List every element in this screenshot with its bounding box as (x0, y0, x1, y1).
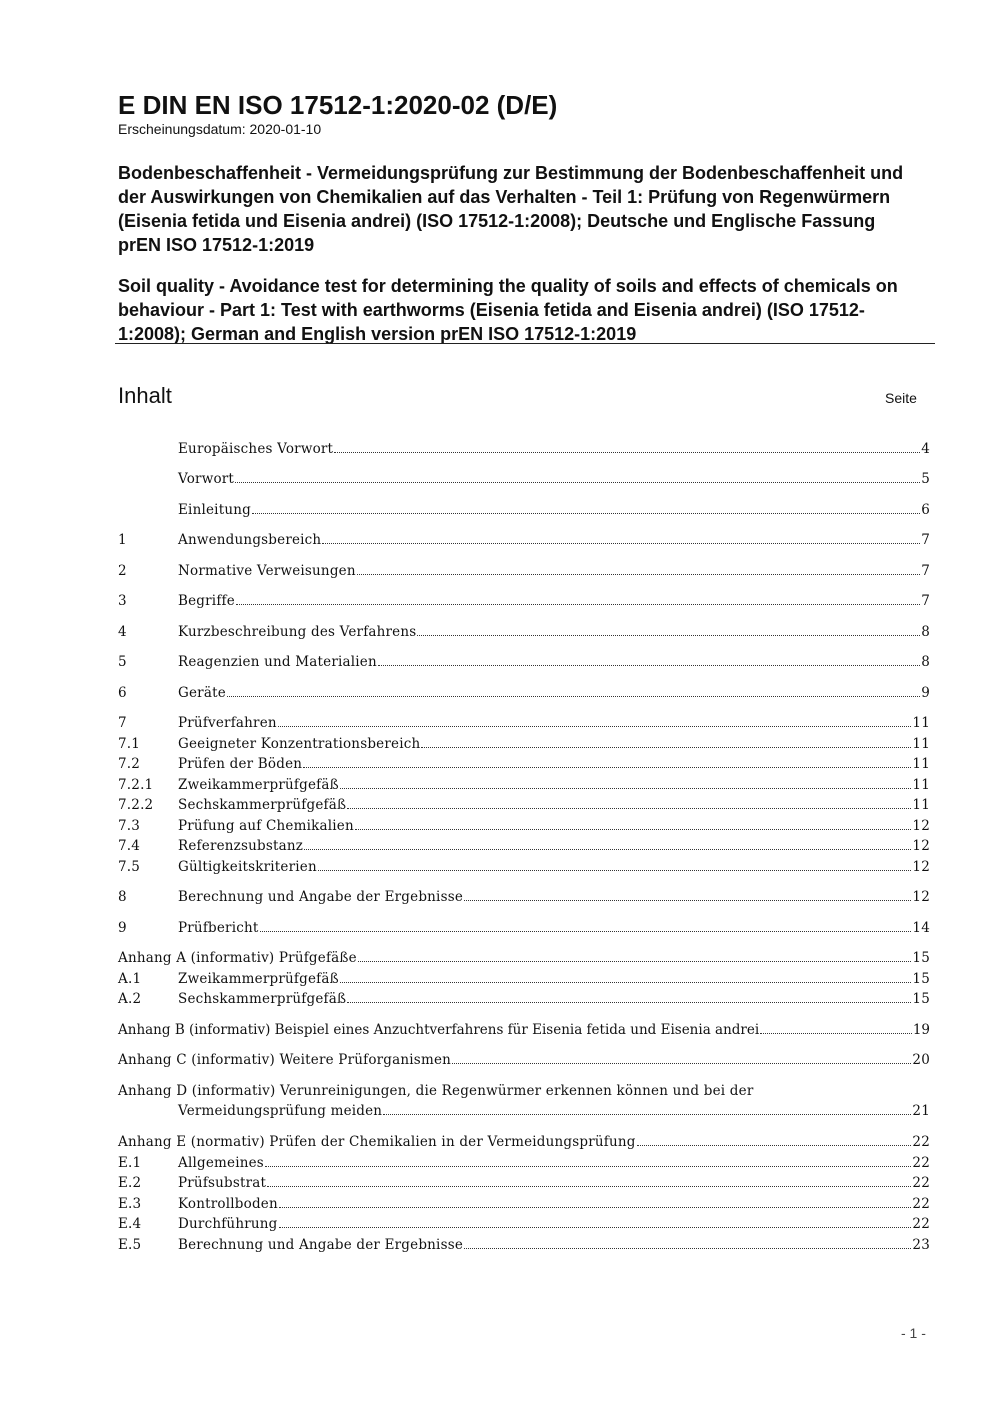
toc-title: Zweikammerprüfgefäß (178, 971, 339, 987)
toc-title: Zweikammerprüfgefäß (178, 777, 339, 793)
page-number-footer: - 1 - (901, 1325, 926, 1341)
toc-number: 7.2.1 (118, 777, 154, 793)
toc-page-number: 12 (912, 838, 930, 854)
toc-entry[interactable] (118, 991, 930, 1011)
toc-title: Begriffe (178, 593, 235, 609)
toc-number: E.2 (118, 1175, 142, 1191)
toc-title: Vorwort (178, 471, 235, 487)
toc-title: Prüfverfahren (178, 715, 277, 731)
toc-title: Sechskammerprüfgefäß (178, 797, 347, 813)
toc-entry[interactable] (118, 1052, 930, 1072)
toc-entry[interactable] (118, 838, 930, 858)
toc-entry[interactable] (118, 1022, 930, 1042)
toc-page-number: 7 (921, 563, 930, 579)
toc-entry[interactable] (118, 502, 930, 522)
toc-entry[interactable] (118, 1175, 930, 1195)
toc-page-number: 22 (912, 1196, 930, 1212)
toc-entry[interactable] (118, 654, 930, 674)
toc-entry[interactable] (118, 1083, 930, 1103)
toc-entry[interactable] (118, 971, 930, 991)
toc-title: Geeigneter Konzentrationsbereich (178, 736, 421, 752)
toc-page-number: 14 (912, 920, 930, 936)
toc-number: 7.4 (118, 838, 141, 854)
toc-number: 5 (118, 654, 127, 670)
toc-number: E.1 (118, 1155, 142, 1171)
toc-leader (347, 1002, 911, 1003)
toc-number: 6 (118, 685, 127, 701)
toc-entry[interactable] (118, 756, 930, 776)
toc-leader (303, 767, 911, 768)
toc-page-number: 7 (921, 532, 930, 548)
toc-entry[interactable] (118, 685, 930, 705)
title-english: Soil quality - Avoidance test for determining the quality of soils and effects of chemicals on behaviour - Part 1: Test with earthworms (Eisenia fetida and Eisenia andrei) (ISO 17512-1:2008); German and English version prEN ISO 17512-1:2019 (118, 276, 898, 344)
toc-leader (760, 1033, 912, 1034)
toc-entry[interactable] (118, 471, 930, 491)
toc-entry[interactable] (118, 563, 930, 583)
toc-page-number: 11 (912, 777, 930, 793)
toc-title: Prüfsubstrat (178, 1175, 267, 1191)
toc-leader (260, 931, 912, 932)
toc-title: Kurzbeschreibung des Verfahrens (178, 624, 417, 640)
toc-page-number: 11 (912, 797, 930, 813)
toc-entry[interactable] (118, 1216, 930, 1236)
toc-page-number: 4 (921, 441, 930, 457)
toc-entry[interactable] (118, 736, 930, 756)
toc-title: Prüfen der Böden (178, 756, 303, 772)
toc-title: Anhang D (informativ) Verunreinigungen, die Regenwürmer erkennen können und bei der (118, 1083, 754, 1099)
toc-number: 7.2 (118, 756, 141, 772)
toc-number: 7.1 (118, 736, 141, 752)
toc-leader (378, 665, 920, 666)
toc-page-number: 12 (912, 818, 930, 834)
publication-date: Erscheinungsdatum: 2020-01-10 (118, 121, 322, 137)
toc-leader (464, 1248, 911, 1249)
toc-entry[interactable] (118, 889, 930, 909)
toc-leader (278, 726, 912, 727)
toc-page-number: 22 (912, 1134, 930, 1150)
title-divider (115, 343, 935, 344)
toc-entry[interactable] (118, 1134, 930, 1154)
toc-number: 8 (118, 889, 127, 905)
toc-number: 9 (118, 920, 127, 936)
toc-entry[interactable] (118, 950, 930, 970)
toc-entry[interactable] (118, 859, 930, 879)
toc-page-number: 15 (912, 950, 930, 966)
toc-title: Berechnung und Angabe der Ergebnisse (178, 1237, 464, 1253)
document-id: E DIN EN ISO 17512-1:2020-02 (D/E) (118, 90, 558, 120)
toc-leader (318, 870, 912, 871)
toc-leader (355, 829, 912, 830)
toc-entry[interactable] (118, 777, 930, 797)
toc-page-number: 23 (912, 1237, 930, 1253)
toc-leader (340, 982, 912, 983)
toc-page-number: 5 (921, 471, 930, 487)
toc-number: E.5 (118, 1237, 142, 1253)
toc-leader (464, 900, 911, 901)
toc-leader (347, 808, 911, 809)
toc-leader (358, 961, 912, 962)
toc-title: Anhang B (informativ) Beispiel eines Anzuchtverfahrens für Eisenia fetida und Eisenia andrei (118, 1022, 760, 1038)
toc-leader (383, 1114, 911, 1115)
toc-entry[interactable] (118, 1196, 930, 1216)
toc-leader (452, 1063, 911, 1064)
toc-leader (279, 1227, 912, 1228)
toc-page-number: 11 (912, 756, 930, 772)
toc-number: 2 (118, 563, 127, 579)
toc-title: Geräte (178, 685, 226, 701)
toc-leader (236, 604, 920, 605)
toc-title: Berechnung und Angabe der Ergebnisse (178, 889, 464, 905)
toc-entry[interactable] (118, 818, 930, 838)
toc-number: 3 (118, 593, 127, 609)
toc-number: 7.2.2 (118, 797, 154, 813)
toc-title: Normative Verweisungen (178, 563, 356, 579)
toc-title: Europäisches Vorwort (178, 441, 334, 457)
toc-title: Einleitung (178, 502, 251, 518)
toc-title: Vermeidungsprüfung meiden (178, 1103, 383, 1119)
toc-number: A.2 (118, 991, 142, 1007)
toc-leader (637, 1145, 912, 1146)
toc-page-number: 8 (921, 654, 930, 670)
toc-number: 1 (118, 532, 127, 548)
toc-leader (417, 635, 920, 636)
toc-title: Anhang A (informativ) Prüfgefäße (118, 950, 357, 966)
toc-title: Allgemeines (178, 1155, 264, 1171)
toc-number: A.1 (118, 971, 142, 987)
toc-leader (252, 513, 920, 514)
toc-page-number: 20 (912, 1052, 930, 1068)
toc-leader (334, 452, 920, 453)
toc-title: Reagenzien und Materialien (178, 654, 377, 670)
toc-leader (421, 747, 911, 748)
toc-page-number: 11 (912, 715, 930, 731)
toc-number: E.4 (118, 1216, 142, 1232)
toc-leader (340, 788, 912, 789)
toc-page-number: 12 (912, 859, 930, 875)
toc-leader (235, 482, 920, 483)
toc-title: Anwendungsbereich (178, 532, 322, 548)
toc-page-column-heading: Seite (885, 390, 917, 406)
toc-title: Kontrollboden (178, 1196, 278, 1212)
toc-entry[interactable] (118, 920, 930, 940)
toc-entry-continuation[interactable] (178, 1103, 930, 1123)
toc-page-number: 12 (912, 889, 930, 905)
toc-leader (322, 543, 920, 544)
toc-leader (227, 696, 920, 697)
toc-entry[interactable] (118, 624, 930, 644)
toc-leader (357, 574, 920, 575)
toc-title: Referenzsubstanz (178, 838, 304, 854)
toc-page-number: 15 (912, 991, 930, 1007)
toc-title: Durchführung (178, 1216, 278, 1232)
toc-leader (279, 1207, 912, 1208)
toc-entry[interactable] (118, 715, 930, 735)
toc-title: Prüfbericht (178, 920, 259, 936)
toc-page-number: 11 (912, 736, 930, 752)
toc-entry[interactable] (118, 797, 930, 817)
toc-page-number: 8 (921, 624, 930, 640)
toc-number: 7 (118, 715, 127, 731)
toc-title: Prüfung auf Chemikalien (178, 818, 354, 834)
toc-number: 7.5 (118, 859, 141, 875)
toc-title: Anhang E (normativ) Prüfen der Chemikalien in der Vermeidungsprüfung (118, 1134, 636, 1150)
toc-page-number: 21 (912, 1103, 930, 1119)
toc-page-number: 9 (921, 685, 930, 701)
toc-entry[interactable] (118, 1237, 930, 1257)
toc-number: 7.3 (118, 818, 141, 834)
toc-entry[interactable] (118, 441, 930, 461)
toc-title: Sechskammerprüfgefäß (178, 991, 347, 1007)
toc-entry[interactable] (118, 593, 930, 613)
toc-page-number: 15 (912, 971, 930, 987)
toc-entry[interactable] (118, 1155, 930, 1175)
toc-title: Gültigkeitskriterien (178, 859, 317, 875)
toc-title: Anhang C (informativ) Weitere Prüforganismen (118, 1052, 452, 1068)
toc-leader (267, 1186, 911, 1187)
toc-entry[interactable] (118, 532, 930, 552)
toc-number: 4 (118, 624, 127, 640)
toc-leader (265, 1166, 911, 1167)
toc-heading: Inhalt (118, 383, 172, 408)
toc-page-number: 22 (912, 1216, 930, 1232)
toc-page-number: 19 (912, 1022, 930, 1038)
toc-page-number: 22 (912, 1175, 930, 1191)
toc-page-number: 22 (912, 1155, 930, 1171)
toc-leader (304, 849, 911, 850)
title-german: Bodenbeschaffenheit - Vermeidungsprüfung zur Bestimmung der Bodenbeschaffenheit und der Auswirkungen von Chemikalien auf das Verhalten - Teil 1: Prüfung von Regenwürmern (Eisenia fetida und Eisenia andrei) (ISO 17512-1:2008); Deutsche und Englische Fassung prEN ISO 17512-1:2019 (118, 163, 904, 255)
toc-page-number: 6 (921, 502, 930, 518)
toc-page-number: 7 (921, 593, 930, 609)
toc-number: E.3 (118, 1196, 142, 1212)
